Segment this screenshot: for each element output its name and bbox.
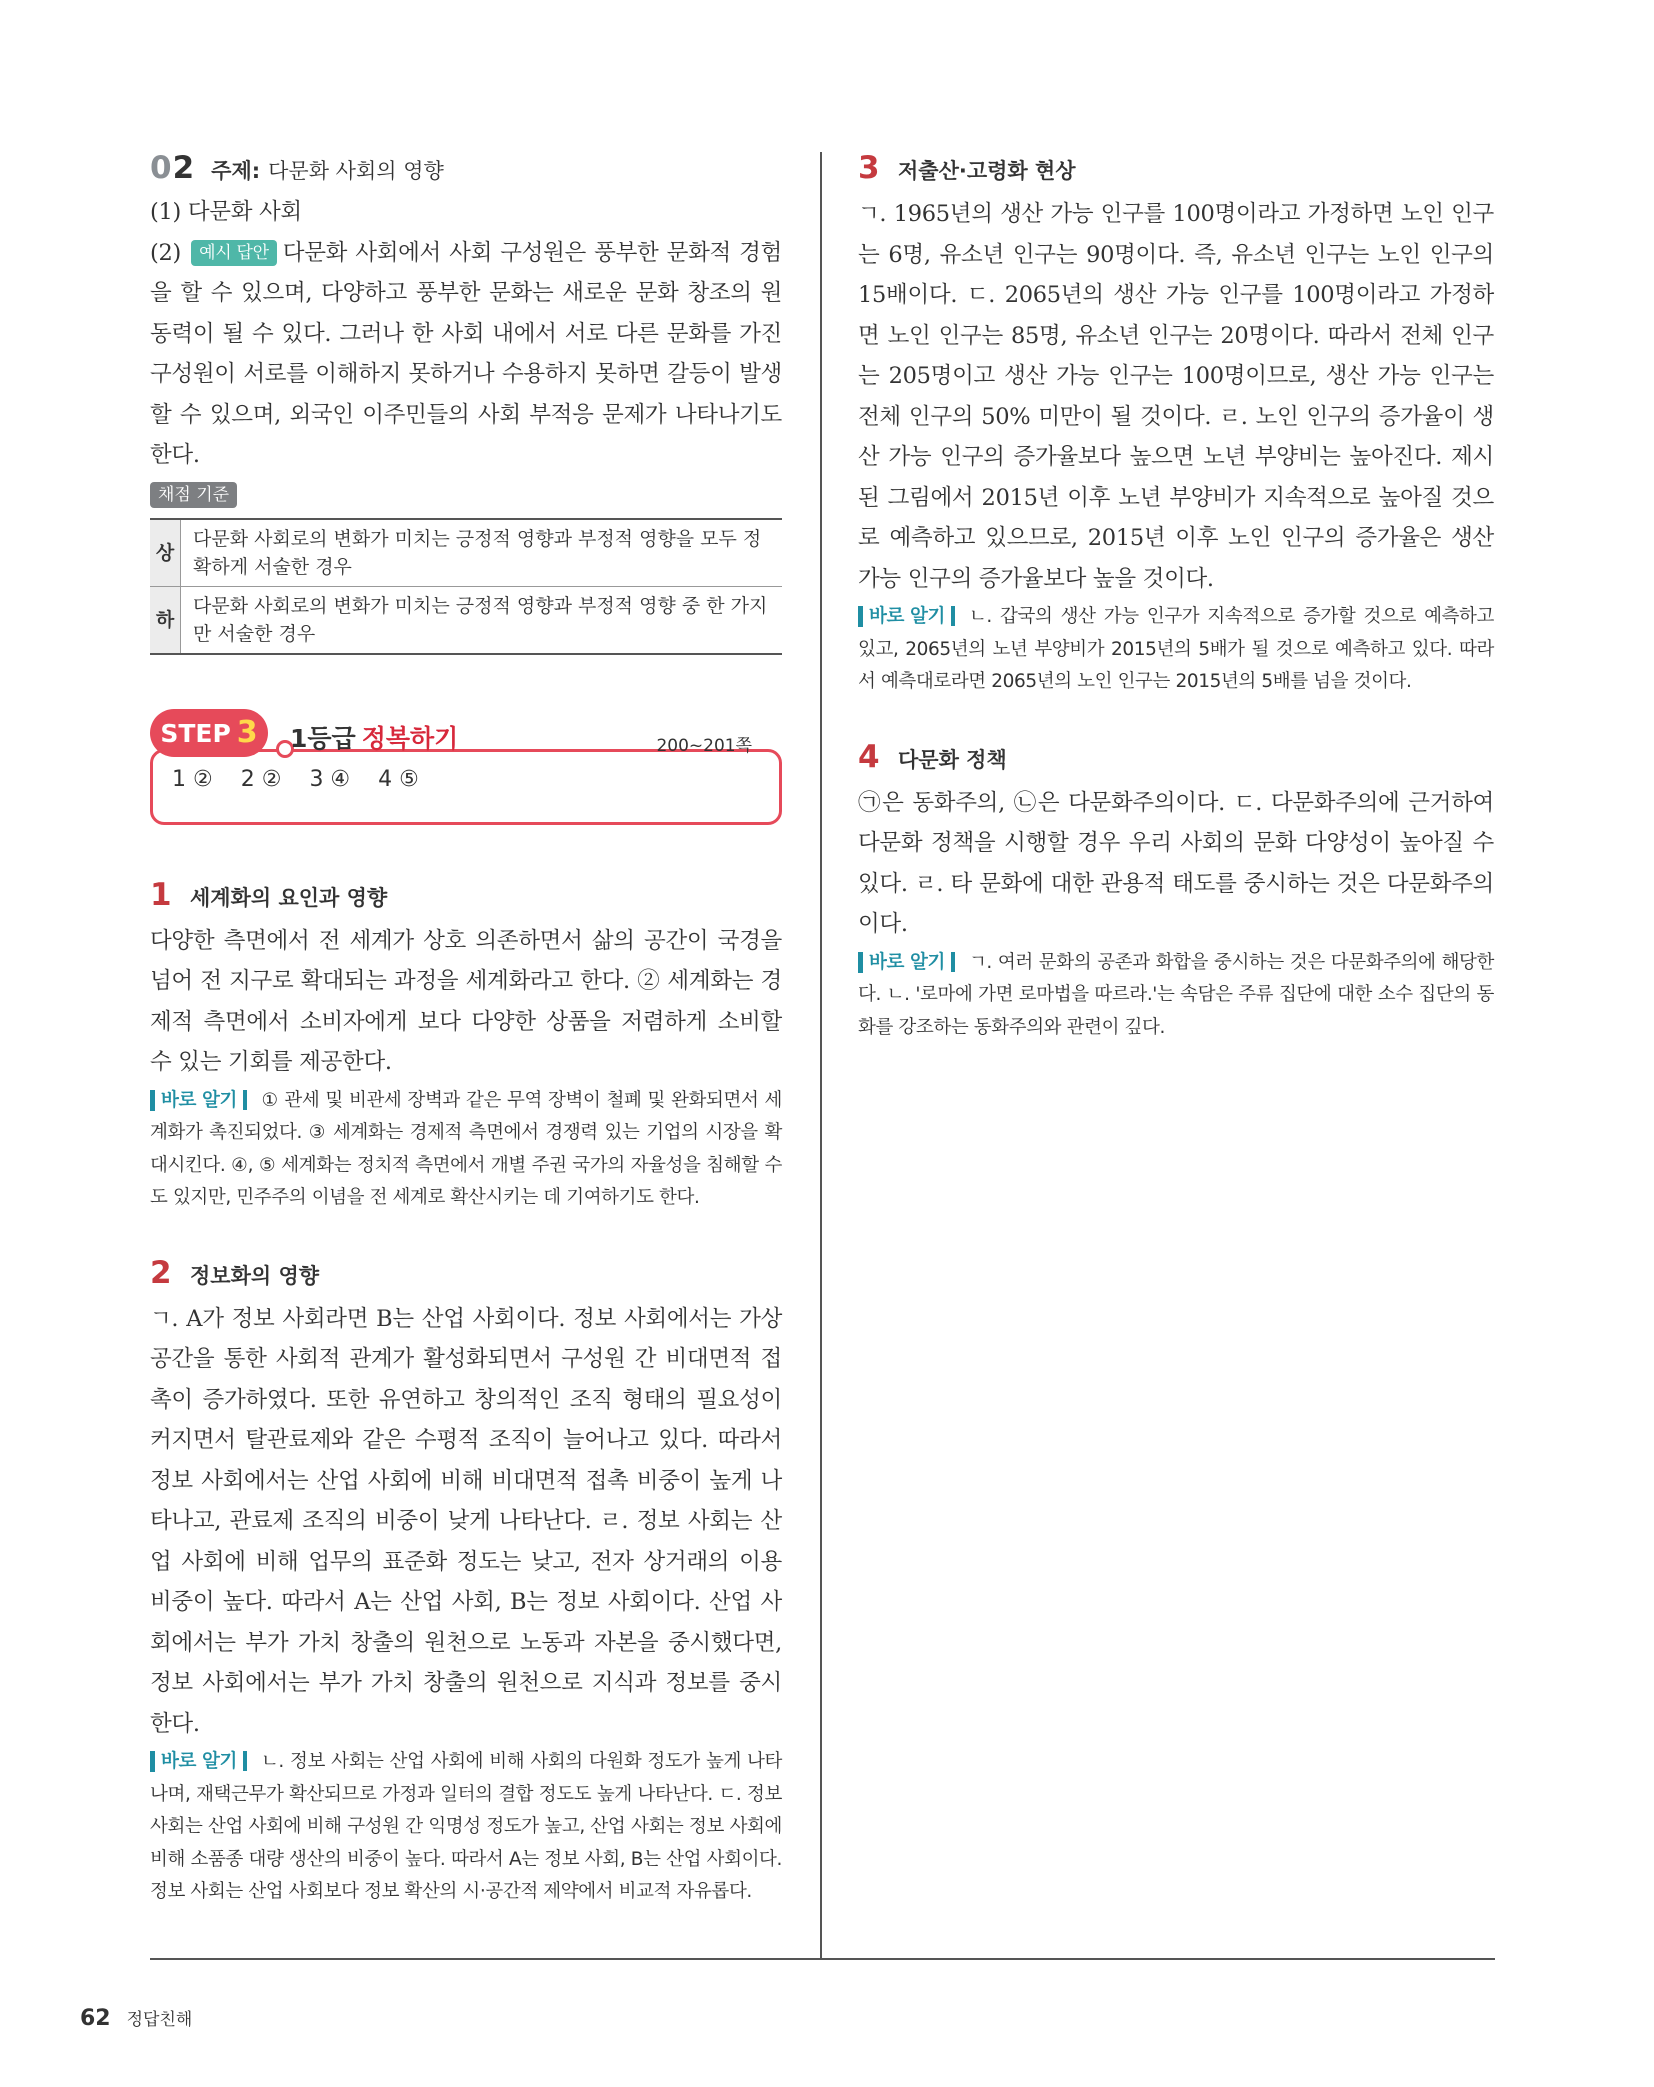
correct-answer-label: 바로 알기 <box>150 1751 247 1772</box>
column-divider <box>820 152 822 1960</box>
grading-row-low <box>150 586 782 654</box>
grading-level: 하 <box>150 586 181 654</box>
step-badge-number: 3 <box>236 714 258 750</box>
example-answer-tag: 예시 답안 <box>191 240 277 266</box>
footer-rule <box>150 1958 1495 1960</box>
grading-desc: 다문화 사회로의 변화가 미치는 긍정적 영향과 부정적 영향을 모두 정확하게 서술한 경우 <box>181 519 783 587</box>
note-text: ㄴ. 정보 사회는 산업 사회에 비해 사회의 다원화 정도가 높게 나타나며, 재택근무가 확산되므로 가정과 일터의 결합 정도도 높게 나타난다. ㄷ. 정보 사회는 산업 사회에 비해 구성원 간 익명성 정도가 높고, 산업 사회는 정보 사회에 비해 소품종 대량 생산의 비중이 높다. 따라서 A는 정보 사회, B는 산업 사회이다. 정보 사회는 산업 사회보다 정보 확산의 시·공간적 제약에서 비교적 자유롭다. <box>150 1751 782 1902</box>
answer-item: 4 ⑤ <box>378 766 419 792</box>
grading-row-high <box>150 519 782 587</box>
section-title: 세계화의 요인과 영향 <box>190 885 388 910</box>
section-1-header <box>150 877 782 921</box>
section-number: 2 <box>150 1254 172 1291</box>
question-number-digit: 2 <box>172 150 196 186</box>
correct-answer-label: 바로 알기 <box>150 1090 247 1111</box>
correct-answer-label: 바로 알기 <box>858 952 955 973</box>
question-topic <box>211 155 444 185</box>
step-badge <box>150 709 268 757</box>
step-title-grade: 1등급 <box>290 723 356 753</box>
question-number-prefix: 0 <box>150 150 173 186</box>
footer-label: 정답친해 <box>126 2010 193 2030</box>
left-column <box>150 150 782 1909</box>
answer-2-prefix: (2) <box>150 239 181 266</box>
answer-item: 3 ④ <box>309 766 351 792</box>
answer-item: 1 ② <box>172 766 213 792</box>
section-4-note <box>858 947 1494 1045</box>
page-footer <box>80 2005 192 2031</box>
step-page-range: 200~201쪽 <box>656 735 752 756</box>
question-number <box>150 150 195 186</box>
page-number: 62 <box>80 2006 111 2031</box>
section-4-body: ㉠은 동화주의, ㉡은 다문화주의이다. ㄷ. 다문화주의에 근거하여 다문화 정책을 시행할 경우 우리 사회의 문화 다양성이 높아질 수 있다. ㄹ. 타 문화에 대한 관용적 태도를 중시하는 것은 다문화주의이다. <box>858 789 1494 937</box>
section-1-body: 다양한 측면에서 전 세계가 상호 의존하면서 삶의 공간이 국경을 넘어 전 지구로 확대되는 과정을 세계화라고 한다. ② 세계화는 경제적 측면에서 소비자에게 보다 다양한 상품을 저렴하게 소비할 수 있는 기회를 제공한다. <box>150 927 782 1075</box>
topic-text: 다문화 사회의 영향 <box>268 159 444 183</box>
step-title <box>290 719 458 755</box>
note-text: ① 관세 및 비관세 장벽과 같은 무역 장벽이 철폐 및 완화되면서 세계화가 촉진되었다. ③ 세계화는 경제적 측면에서 경쟁력 있는 기업의 시장을 확대시킨다. ④, ⑤ 세계화는 정치적 측면에서 개별 주권 국가의 자율성을 침해할 수도 있지만, 민주주의 이념을 전 세계로 확산시키는 데 기여하기도 한다. <box>150 1089 782 1208</box>
answer-2 <box>150 233 782 476</box>
section-3-note <box>858 601 1494 699</box>
section-2-body: ㄱ. A가 정보 사회라면 B는 산업 사회이다. 정보 사회에서는 가상 공간을 통한 사회적 관계가 활성화되면서 구성원 간 비대면적 접촉이 증가하였다. 또한 유연하고 창의적인 조직 형태의 필요성이 커지면서 탈관료제와 같은 수평적 조직이 늘어나고 있다. 따라서 정보 사회에서는 산업 사회에 비해 비대면적 접촉 비중이 높게 나타나고, 관료제 조직의 비중이 낮게 나타난다. ㄹ. 정보 사회는 산업 사회에 비해 업무의 표준화 정도는 낮고, 전자 상거래의 이용 비중이 높다. 따라서 A는 산업 사회, B는 정보 사회이다. 산업 사회에서는 부가 가치 창출의 원천으로 노동과 자본을 중시했다면, 정보 사회에서는 부가 가치 창출의 원천으로 지식과 정보를 중시한다. <box>150 1305 782 1737</box>
section-2-note <box>150 1746 782 1909</box>
section-4-header <box>858 739 1494 783</box>
grading-table <box>150 518 782 655</box>
section-3-header <box>858 150 1494 194</box>
grading-criteria-tag: 채점 기준 <box>150 482 237 508</box>
section-number: 1 <box>150 876 172 913</box>
section-title: 다문화 정책 <box>898 747 1007 772</box>
section-number: 3 <box>858 150 880 186</box>
question-02-header <box>150 150 782 190</box>
note-text: ㄴ. 갑국의 생산 가능 인구가 지속적으로 증가할 것으로 예측하고 있고, 2065년의 노년 부양비가 2015년의 5배가 될 것으로 예측하고 있다. 따라서 예측대로라면 2065년의 노인 인구는 2015년의 5배를 넘을 것이다. <box>858 606 1494 692</box>
section-3-body: ㄱ. 1965년의 생산 가능 인구를 100명이라고 가정하면 노인 인구는 6명, 유소년 인구는 90명이다. 즉, 유소년 인구는 노인 인구의 15배이다. ㄷ. 2065년의 생산 가능 인구를 100명이라고 가정하면 노인 인구는 85명, 유소년 인구는 20명이다. 따라서 전체 인구는 205명이고 생산 가능 인구는 100명이므로, 생산 가능 인구는 전체 인구의 50% 미만이 될 것이다. ㄹ. 노인 인구의 증가율이 생산 가능 인구의 증가율보다 높으면 노년 부양비는 높아진다. 제시된 그림에서 2015년 이후 노년 부양비가 지속적으로 높아질 것으로 예측하고 있으므로, 2015년 이후 노인 인구의 증가율은 생산 가능 인구의 증가율보다 높을 것이다. <box>858 201 1494 592</box>
step-title-main: 정복하기 <box>361 723 459 753</box>
grading-desc: 다문화 사회로의 변화가 미치는 긍정적 영향과 부정적 영향 중 한 가지만 서술한 경우 <box>181 586 783 654</box>
section-2-header <box>150 1255 782 1299</box>
step-answer-list <box>172 767 419 792</box>
step-badge-label: STEP <box>160 718 231 748</box>
grading-level: 상 <box>150 519 181 587</box>
answer-item: 2 ② <box>240 766 282 792</box>
section-title: 저출산·고령화 현상 <box>898 159 1076 183</box>
correct-answer-label: 바로 알기 <box>858 606 955 627</box>
right-column <box>858 150 1494 1044</box>
step3-banner <box>150 709 782 827</box>
section-title: 정보화의 영향 <box>190 1263 320 1288</box>
answer-2-text: 다문화 사회에서 사회 구성원은 풍부한 문화적 경험을 할 수 있으며, 다양하고 풍부한 문화는 새로운 문화 창조의 원동력이 될 수 있다. 그러나 한 사회 내에서 서로 다른 문화를 가진 구성원이 서로를 이해하지 못하거나 수용하지 못하면 갈등이 발생할 수 있으며, 외국인 이주민들의 사회 부적응 문제가 나타나기도 한다. <box>150 239 782 468</box>
answer-1: (1) 다문화 사회 <box>150 199 302 225</box>
section-1-note <box>150 1085 782 1215</box>
section-number: 4 <box>858 738 880 775</box>
note-text: ㄱ. 여러 문화의 공존과 화합을 중시하는 것은 다문화주의에 해당한다. ㄴ. '로마에 가면 로마법을 따르라.'는 속담은 주류 집단에 대한 소수 집단의 동화를 강조하는 동화주의와 관련이 깊다. <box>858 951 1494 1038</box>
topic-label: 주제: <box>211 159 261 183</box>
